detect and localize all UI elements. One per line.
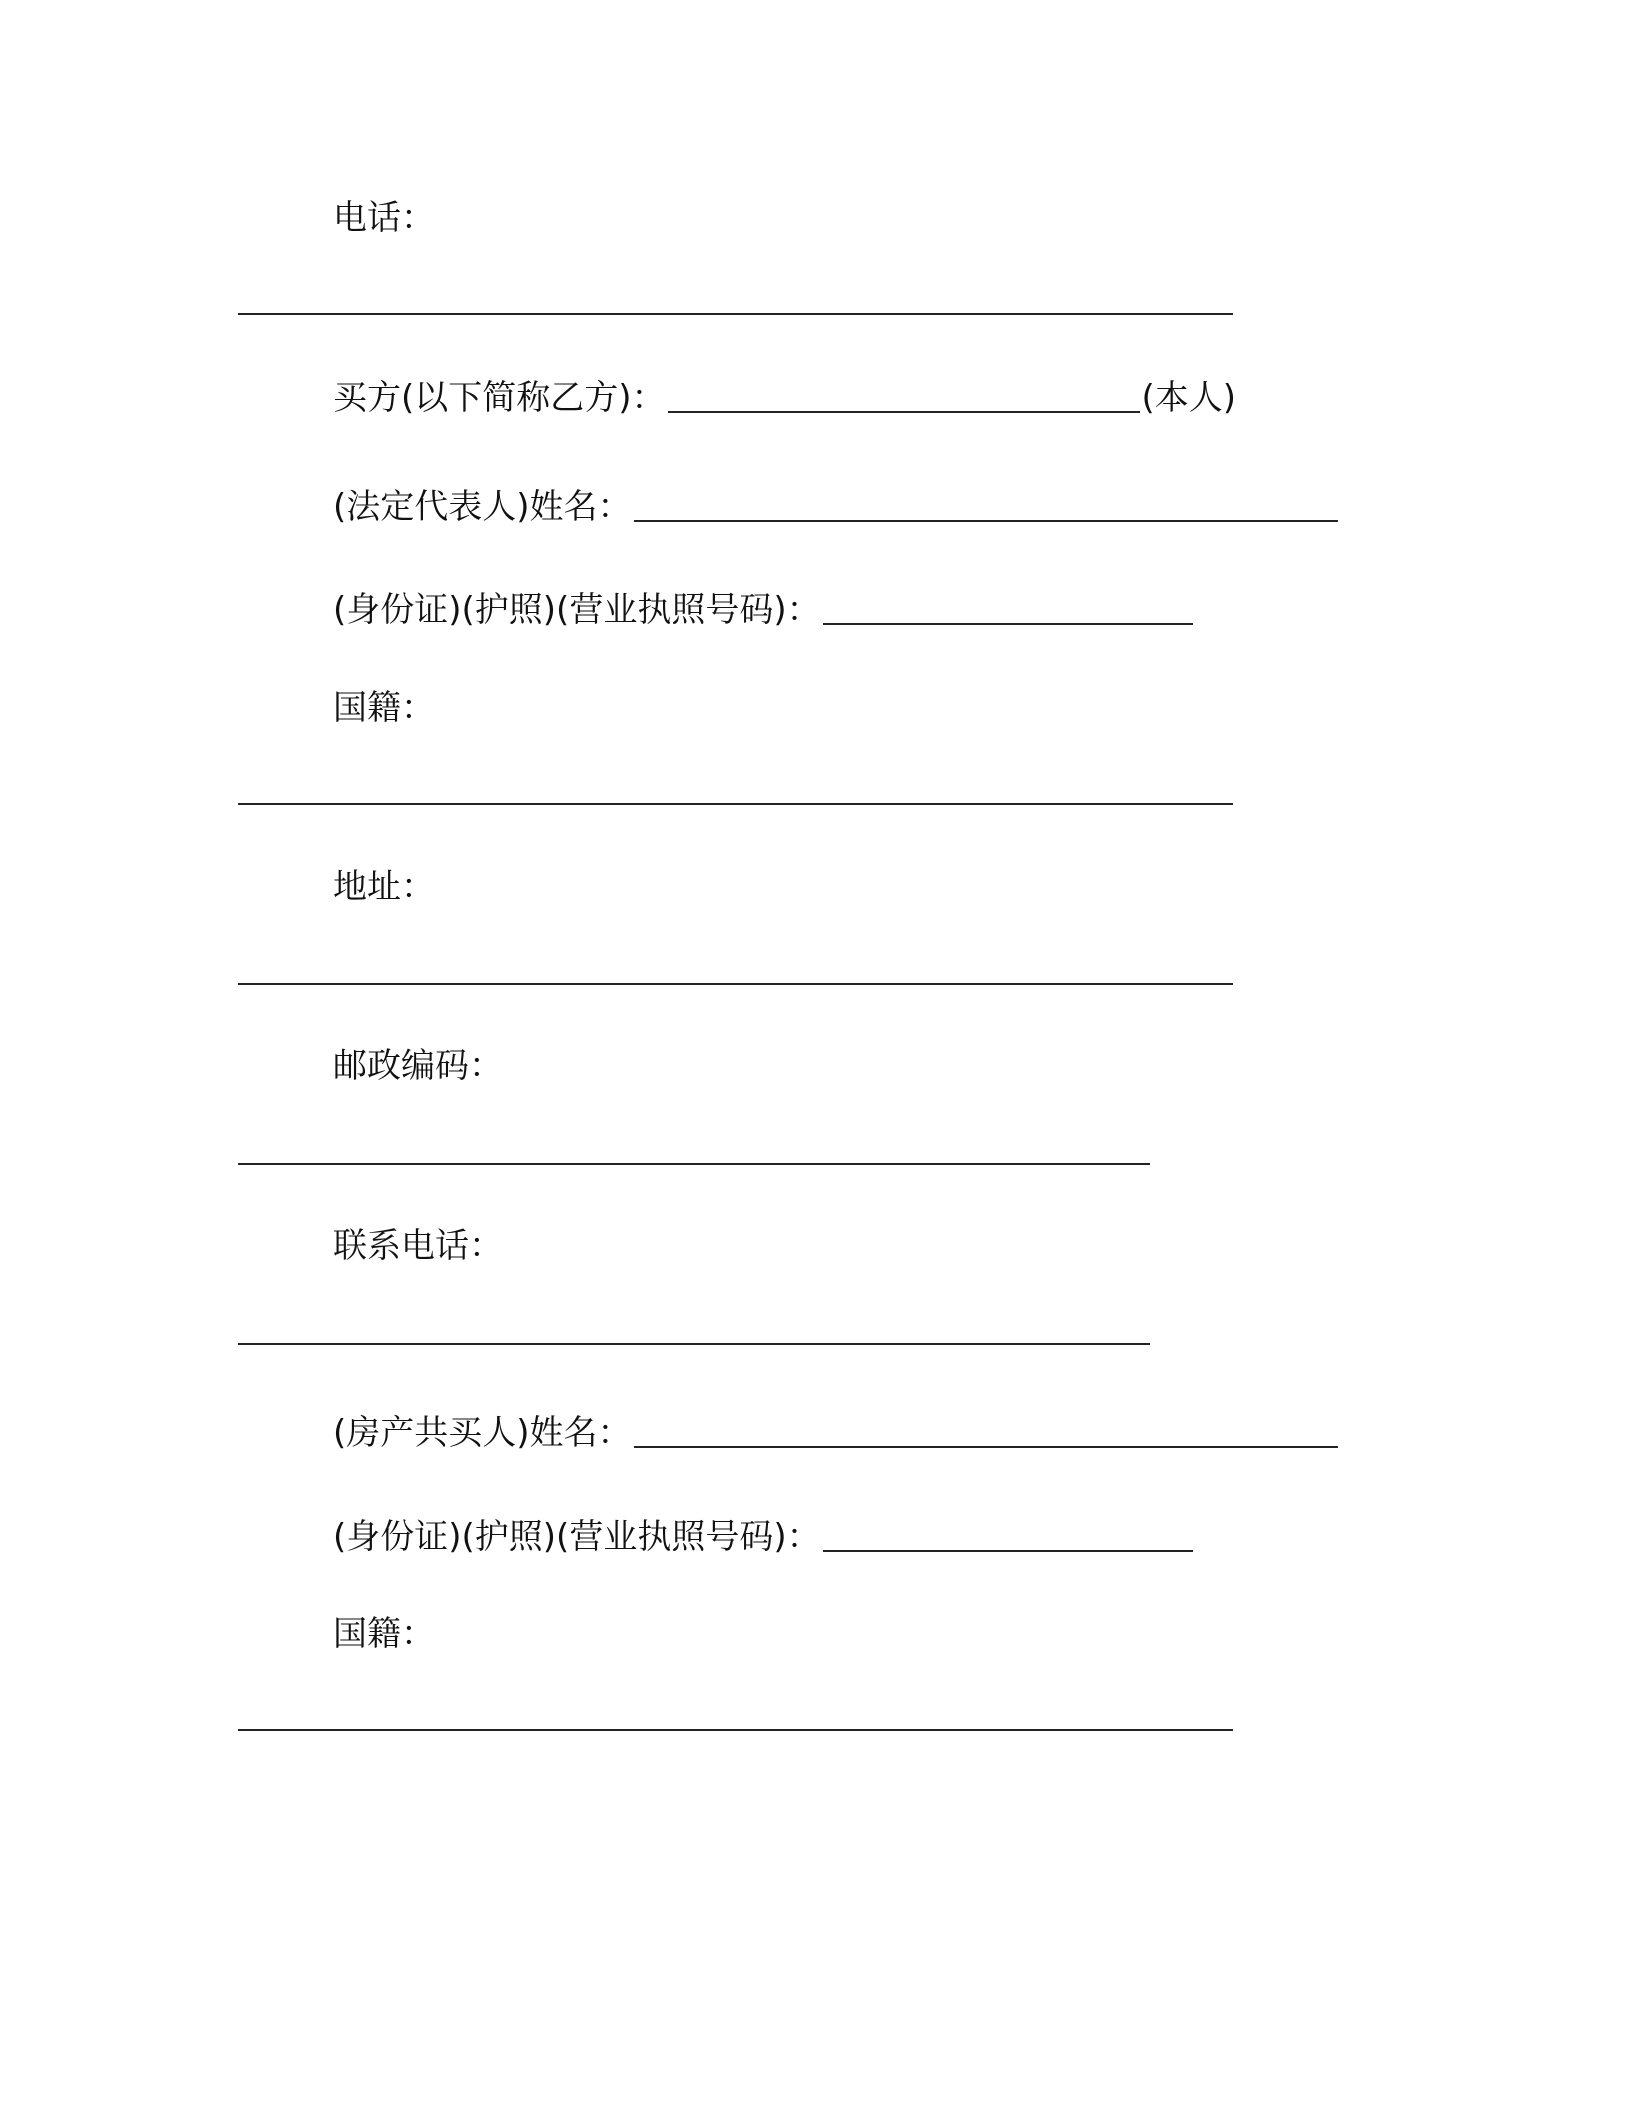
phone-label: 电话： <box>333 198 435 238</box>
contact-phone-blank[interactable] <box>238 1343 1150 1345</box>
buyer-line <box>333 376 1236 420</box>
address-label: 地址： <box>333 867 435 907</box>
legal-rep-line <box>333 485 1340 529</box>
nationality-label-2: 国籍： <box>333 1614 435 1654</box>
co-buyer-line <box>333 1411 1340 1455</box>
id-line-1 <box>333 588 1195 632</box>
id-blank-2[interactable] <box>823 1550 1193 1552</box>
postal-code-blank[interactable] <box>238 1163 1150 1165</box>
id-blank-1[interactable] <box>823 623 1193 625</box>
co-buyer-label: (房产共买人)姓名： <box>333 1413 632 1453</box>
buyer-label: 买方(以下简称乙方)： <box>333 378 666 418</box>
nationality-blank-2[interactable] <box>238 1729 1233 1731</box>
nationality-blank-1[interactable] <box>238 803 1233 805</box>
postal-code-label: 邮政编码： <box>333 1046 503 1086</box>
legal-rep-label: (法定代表人)姓名： <box>333 487 632 527</box>
legal-rep-blank[interactable] <box>634 520 1338 522</box>
contact-phone-label: 联系电话： <box>333 1226 503 1266</box>
id-line-2 <box>333 1515 1195 1559</box>
co-buyer-blank[interactable] <box>634 1446 1338 1448</box>
buyer-suffix: (本人) <box>1141 378 1237 418</box>
id-label-2: (身份证)(护照)(营业执照号码)： <box>333 1517 821 1557</box>
id-label-1: (身份证)(护照)(营业执照号码)： <box>333 590 821 630</box>
phone-blank[interactable] <box>238 313 1233 315</box>
address-blank[interactable] <box>238 983 1233 985</box>
buyer-blank[interactable] <box>668 411 1140 413</box>
nationality-label-1: 国籍： <box>333 688 435 728</box>
